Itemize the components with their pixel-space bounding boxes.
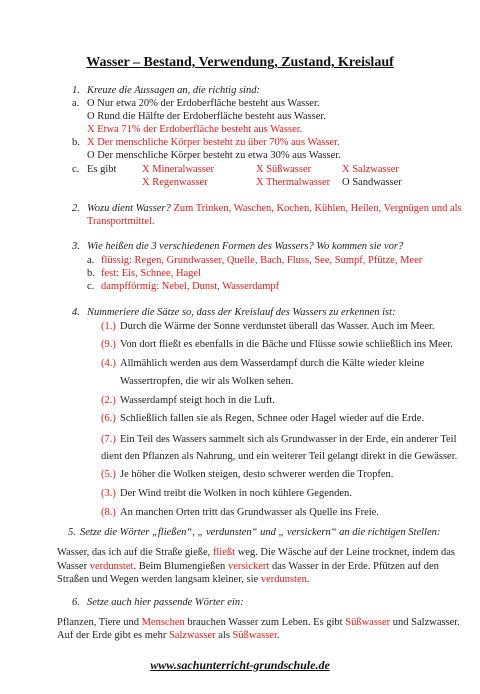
q6-answer-menschen: Menschen bbox=[141, 617, 185, 628]
q1c-label: c. bbox=[72, 164, 80, 175]
q6-answer-suesswasser-2: Süßwasser bbox=[232, 630, 277, 641]
q2-line-1 bbox=[87, 203, 462, 215]
q1c-option-sandwasser: O Sandwasser bbox=[342, 177, 402, 188]
q3c-label: c. bbox=[87, 281, 95, 292]
q4-number: 4. bbox=[72, 307, 80, 318]
q4-item-number: (2.) bbox=[101, 395, 116, 406]
q4-item-text: Ein Teil des Wassers sammelt sich als Grundwasser in der Erde, ein anderer Teil bbox=[120, 434, 457, 445]
q5-text: Wasser bbox=[57, 561, 90, 572]
q2-number: 2. bbox=[72, 203, 80, 214]
q5-answer-versickert: versickert bbox=[227, 561, 270, 572]
q3a-answer: flüssig: Regen, Grundwasser, Quelle, Bach, Fluss, See, Sumpf, Pfütze, Meer bbox=[101, 255, 423, 266]
q6-answer-suesswasser: Süßwasser bbox=[345, 617, 391, 628]
q5-line-3 bbox=[57, 574, 310, 586]
q3c-answer: dampfförmig: Nebel, Dunst, Wasserdampf bbox=[101, 281, 280, 292]
q4-question: Nummeriere die Sätze so, dass der Kreislauf des Wassers zu erkennen ist: bbox=[87, 307, 396, 318]
q3a-label: a. bbox=[87, 255, 95, 266]
q6-text: Pflanzen, Tiere und bbox=[57, 617, 142, 628]
q5-line-1 bbox=[57, 547, 455, 559]
q5-text: Straßen und Wegen werden langsam kleiner, sie bbox=[57, 574, 261, 585]
q1c-option-suesswasser: X Süßwasser bbox=[256, 164, 312, 175]
q2-question: Wozu dient Wasser? bbox=[87, 203, 171, 214]
q5-text: Wasser, das ich auf die Straße gieße, bbox=[57, 547, 213, 558]
q1-number: 1. bbox=[72, 85, 80, 96]
q1b-label: b. bbox=[72, 137, 80, 148]
q5-number: 5. bbox=[68, 527, 76, 538]
q1a-option-1: O Nur etwa 20% der Erdoberfläche besteht aus Wasser. bbox=[87, 98, 320, 109]
q3-number: 3. bbox=[72, 241, 80, 252]
page-title: Wasser – Bestand, Verwendung, Zustand, Kreislauf bbox=[86, 55, 394, 70]
q6-text: brauchen Wasser zum Leben. Es gibt bbox=[184, 617, 346, 628]
q4-item-number: (3.) bbox=[101, 488, 116, 499]
q6-text: Auf der Erde gibt es mehr bbox=[57, 630, 169, 641]
q4-item-text: Wasserdampf steigt hoch in die Luft. bbox=[120, 395, 275, 406]
q5-text: das Wasser in der Erde. Pfützen auf den bbox=[269, 561, 439, 572]
q6-answer-salzwasser: Salzwasser bbox=[168, 630, 216, 641]
q1b-option-1: X Der menschliche Körper besteht zu über 70% aus Wasser. bbox=[87, 137, 340, 148]
q4-item-number: (7.) bbox=[101, 434, 116, 445]
q2-answer-2: Transportmittel. bbox=[87, 216, 155, 227]
q4-item-number: (1.) bbox=[101, 321, 116, 332]
q1c-option-thermalwasser: X Thermalwasser bbox=[256, 177, 331, 188]
q1b-option-2: O Der menschliche Körper besteht zu etwa 30% aus Wasser. bbox=[87, 150, 341, 161]
q4-item-text: Von dort fließt es ebenfalls in die Bäche und Flüsse sowie schließlich ins Meer. bbox=[120, 339, 453, 350]
q4-item-number: (5.) bbox=[101, 469, 116, 480]
q1-question: Kreuze die Aussagen an, die richtig sind: bbox=[87, 85, 260, 96]
q1c-option-mineralwasser: X Mineralwasser bbox=[142, 164, 215, 175]
q5-text: . Beim Blumengießen bbox=[133, 561, 228, 572]
q4-item-text: An manchen Orten tritt das Grundwasser als Quelle ins Freie. bbox=[120, 507, 379, 518]
q4-item-number: (6.) bbox=[101, 413, 116, 424]
q4-item-number: (8.) bbox=[101, 507, 116, 518]
q6-question: Setze auch hier passende Wörter ein: bbox=[87, 597, 244, 608]
footer-website: www.sachunterricht-grundschule.de bbox=[150, 658, 330, 672]
q1a-label: a. bbox=[72, 98, 80, 109]
q4-item-text: Durch die Wärme der Sonne verdunstet überall das Wasser. Auch im Meer. bbox=[120, 321, 435, 332]
q6-number: 6. bbox=[72, 597, 80, 608]
q1a-option-2: O Rund die Hälfte der Erdoberfläche besteht aus Wasser. bbox=[87, 111, 326, 122]
q1a-option-3: X Etwa 71% der Erdoberfläche besteht aus Wasser. bbox=[87, 124, 303, 135]
q6-line-1 bbox=[57, 617, 460, 629]
q1c-intro: Es gibt bbox=[87, 164, 117, 175]
q4-item-text-continued: Wassertropfen, die wir als Wolken sehen. bbox=[120, 376, 294, 387]
q1c-option-regenwasser: X Regenwasser bbox=[142, 177, 208, 188]
q4-item-number: (9.) bbox=[101, 339, 116, 350]
q3b-label: b. bbox=[87, 268, 95, 279]
q5-question: Setze die Wörter „fließen“, „ verdunsten“ und „ versickern“ an die richtigen Stellen: bbox=[80, 527, 441, 538]
q6-text: und Salzwasser. bbox=[390, 617, 460, 628]
q3b-answer: fest: Eis, Schnee, Hagel bbox=[101, 268, 202, 279]
q6-line-2 bbox=[57, 630, 280, 642]
q6-text: als bbox=[215, 630, 233, 641]
q4-item-text-continued: dient den Pflanzen als Nahrung, und ein weiterer Teil gelangt direkt in die Gewässer. bbox=[101, 451, 458, 462]
q4-item-text: Schließlich fallen sie als Regen, Schnee oder Hagel wieder auf die Erde. bbox=[120, 413, 425, 424]
q5-text: . bbox=[306, 574, 310, 585]
q5-text: weg. Die Wäsche auf der Leine trocknet, indem das bbox=[235, 547, 455, 558]
q4-item-number: (4.) bbox=[101, 358, 116, 369]
q4-item-text: Je höher die Wolken steigen, desto schwerer werden die Tropfen. bbox=[120, 469, 394, 480]
q6-text: . bbox=[276, 630, 280, 641]
q5-answer-verdunstet: verdunstet bbox=[89, 561, 134, 572]
q4-item-text: Der Wind treibt die Wolken in noch kühlere Gegenden. bbox=[120, 488, 352, 499]
q5-answer-fliesst: fließt bbox=[212, 547, 236, 558]
q4-item-text: Allmählich werden aus dem Wasserdampf durch die Kälte wieder kleine bbox=[120, 358, 425, 369]
q2-answer-1: Zum Trinken, Waschen, Kochen, Kühlen, Heilen, Vergnügen und als bbox=[173, 203, 462, 214]
q3-question: Wie heißen die 3 verschiedenen Formen des Wassers? Wo kommen sie vor? bbox=[87, 241, 404, 252]
q1c-option-salzwasser: X Salzwasser bbox=[342, 164, 399, 175]
q5-answer-verdunsten: verdunsten bbox=[260, 574, 307, 585]
q5-line-2 bbox=[57, 561, 439, 573]
